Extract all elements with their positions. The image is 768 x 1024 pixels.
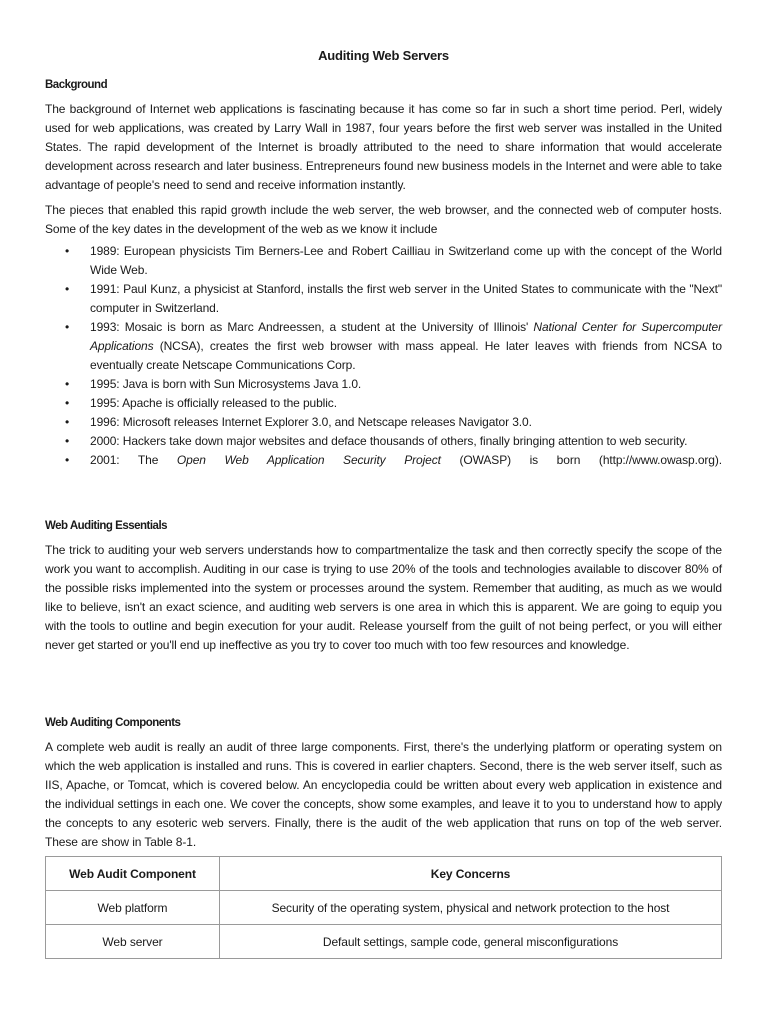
heading-background: Background bbox=[45, 79, 108, 91]
list-item-text: 2001: The bbox=[90, 453, 177, 467]
list-item: • 2000: Hackers take down major websites and deface thousands of others, finally bringing attention to web security. bbox=[45, 432, 722, 451]
table-header-row bbox=[46, 857, 722, 891]
essentials-paragraph: The trick to auditing your web servers understands how to compartmentalize the task and then correctly specify the scope of the work you want to accomplish. Auditing in our case is trying to use 20% of the tools and technologies available to discover 80% of the possible risks implemented into the system or processes around the system. Remember that auditing, as much as we would like to believe, isn't an exact science, and auditing web servers is one area in which this is apparent. We are going to equip you with the tools to outline and begin execution for your audit. Release yourself from the guilt of not being perfect, or you will either never get started or you'll end up ineffective as you try to cover too much with too few resources and knowledge. bbox=[45, 543, 722, 652]
list-item bbox=[45, 318, 722, 375]
audit-components-table bbox=[45, 856, 722, 959]
table-cell: Default settings, sample code, general misconfigurations bbox=[220, 925, 722, 959]
background-paragraph-2: The pieces that enabled this rapid growth include the web server, the web browser, and the connected web of computer hosts. Some of the key dates in the development of the web as we know it include bbox=[45, 203, 722, 236]
list-item-text: (NCSA), creates the first web browser with mass appeal. He later leaves with friends from NCSA to eventually create Netscape Communications Corp. bbox=[90, 339, 722, 372]
document-title: Auditing Web Servers bbox=[318, 48, 449, 63]
list-item: • 1995: Apache is officially released to the public. bbox=[45, 394, 722, 413]
list-item: • 1989: European physicists Tim Berners-Lee and Robert Cailliau in Switzerland come up with the concept of the World Wide Web. bbox=[45, 242, 722, 280]
background-paragraph-1: The background of Internet web applications is fascinating because it has come so far in such a short time period. Perl, widely used for web applications, was created by Larry Wall in 1987, four years before the first web server was installed in the United States. The rapid development of the Internet is broadly attributed to the need to share information that would accelerate development across research and later business. Entrepreneurs found new business models in the Internet and were able to take advantage of people's need to send and receive information instantly. bbox=[45, 102, 722, 192]
list-item: • 1995: Java is born with Sun Microsystems Java 1.0. bbox=[45, 375, 722, 394]
table-cell: Web server bbox=[46, 925, 220, 959]
table-row bbox=[46, 891, 722, 925]
key-dates-list bbox=[45, 242, 722, 470]
list-item: • 1991: Paul Kunz, a physicist at Stanford, installs the first web server in the United States to communicate with the "Next" computer in Switzerland. bbox=[45, 280, 722, 318]
list-item: • 1996: Microsoft releases Internet Explorer 3.0, and Netscape releases Navigator 3.0. bbox=[45, 413, 722, 432]
table-header-cell: Key Concerns bbox=[220, 857, 722, 891]
heading-web-auditing-components: Web Auditing Components bbox=[45, 717, 181, 729]
heading-web-auditing-essentials: Web Auditing Essentials bbox=[45, 520, 168, 532]
list-item-emphasis: Open Web Application Security Project bbox=[176, 453, 441, 467]
list-item bbox=[45, 451, 722, 470]
list-item-emphasis: National Center for Supercomputer Applications bbox=[90, 320, 722, 353]
components-paragraph: A complete web audit is really an audit of three large components. First, there's the underlying platform or operating system on which the web application is installed and runs. This is covered in earlier chapters. Second, there is the web server itself, such as IIS, Apache, or Tomcat, which is covered below. An encyclopedia could be written about every web application in existence and the individual settings in each one. We cover the concepts, show some examples, and leave it to you to understand how to apply the concepts to any esoteric web servers. Finally, there is the audit of the web application that runs on top of the web server. These are show in Table 8-1. bbox=[45, 740, 722, 849]
list-item-text: (OWASP) is born (http://www.owasp.org). bbox=[440, 453, 722, 467]
table-cell: Security of the operating system, physical and network protection to the host bbox=[220, 891, 722, 925]
list-item-text: 1993: Mosaic is born as Marc Andreessen, a student at the University of Illinois' bbox=[90, 320, 534, 334]
table-row bbox=[46, 925, 722, 959]
table-cell: Web platform bbox=[46, 891, 220, 925]
table-header-cell: Web Audit Component bbox=[46, 857, 220, 891]
